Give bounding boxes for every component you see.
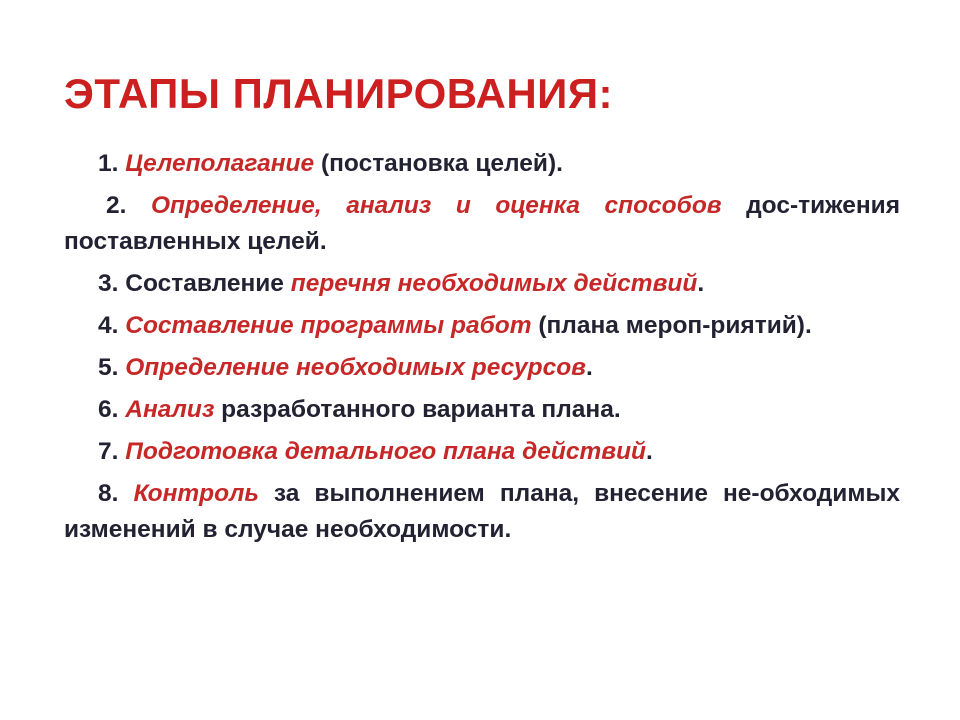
step-emphasis: Анализ <box>125 396 215 423</box>
step-item <box>64 392 900 428</box>
step-number: 2. <box>106 192 127 219</box>
step-emphasis: Подготовка детального плана действий <box>125 438 646 465</box>
step-emphasis: Определение необходимых ресурсов <box>125 354 586 381</box>
step-item <box>64 266 900 302</box>
step-number: 8. <box>98 480 119 507</box>
steps-list <box>64 146 900 554</box>
step-item <box>64 188 900 260</box>
step-text: дос-тижения поставленных целей. <box>64 192 900 255</box>
step-number: 1. <box>98 150 119 177</box>
step-emphasis: Целеполагание <box>125 150 315 177</box>
step-number: 7. <box>98 438 119 465</box>
step-number: 3. <box>98 270 119 297</box>
step-text: (плана мероп-риятий). <box>531 312 812 339</box>
step-text: за выполнением плана, внесение не-обходимых изменений в случае необходимости. <box>64 480 901 543</box>
step-number: 5. <box>98 354 119 381</box>
step-text: Составление <box>125 270 291 297</box>
step-text: . <box>585 354 593 381</box>
step-item <box>64 146 900 182</box>
step-number: 4. <box>98 312 119 339</box>
step-text: (постановка целей). <box>314 150 563 177</box>
step-item <box>64 476 900 548</box>
step-item <box>64 350 900 386</box>
step-text: . <box>646 438 653 465</box>
step-item <box>64 434 900 470</box>
step-emphasis: Контроль <box>133 480 259 507</box>
step-item <box>64 308 900 344</box>
slide-title: ЭТАПЫ ПЛАНИРОВАНИЯ: <box>64 70 614 117</box>
step-emphasis: перечня необходимых действий <box>290 270 698 297</box>
step-emphasis: Составление программы работ <box>125 312 532 339</box>
step-number: 6. <box>98 396 119 423</box>
step-text: . <box>697 270 705 297</box>
step-text: разработанного варианта плана. <box>214 396 621 423</box>
step-emphasis: Определение, анализ и оценка способов <box>150 192 722 219</box>
